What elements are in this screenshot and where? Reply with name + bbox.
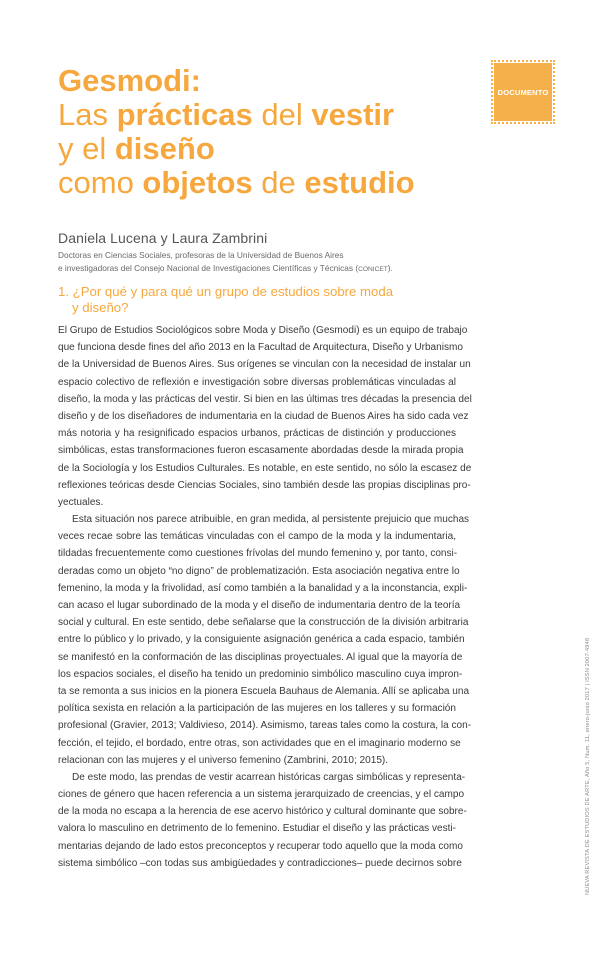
body-line: que funciona desde fines del año 2013 en la Facultad de Arquitectura, Diseño y Urbanismo: [58, 342, 463, 354]
body-line: se manifestó en la conformación de las disciplinas proyectuales. Al igual que la mayoría de: [58, 651, 463, 663]
body-line: de la Sociología y los Estudios Culturales. Es notable, en este sentido, no sólo la escasez de: [58, 462, 472, 474]
section-heading: [58, 284, 418, 316]
body-line: fección, el tejido, el bordado, entre otras, son actividades que en el imaginario moderno se: [58, 737, 461, 749]
body-line: sistema simbólico –con todas sus ambigüedades y contradicciones– puede decirnos sobre: [58, 857, 462, 869]
body-line: tildadas frecuentemente como cuestiones frívolas del mundo femenino y, por tanto, consi-: [58, 548, 458, 560]
body-line: diseño, la moda y las prácticas del vestir. Si bien en las últimas tres décadas la presencia del: [58, 393, 472, 405]
body-line: relacionan con las mujeres y el universo femenino (Zambrini, 2010; 2015).: [58, 754, 389, 766]
body-line: los espacios sociales, el diseño ha tenido un predominio simbólico masculino cuya impron-: [58, 668, 463, 680]
body-line: ciones de género que hacen referencia a un sistema jerarquizado de creencias, y el campo: [58, 789, 465, 801]
body-line: de la Universidad de Buenos Aires. Sus orígenes se vinculan con la necesidad de instalar un: [58, 359, 471, 371]
body-text: [58, 322, 472, 872]
affiliation: [58, 249, 393, 276]
title-line-1: Gesmodi:: [58, 63, 201, 98]
body-line: valora lo masculino en detrimento de lo femenino. Estudiar el diseño y las prácticas vesti-: [58, 823, 456, 835]
body-line: entre lo público y lo privado, y la consiguiente asignación genérica a cada espacio, también: [58, 634, 465, 646]
body-line: veces recae sobre las temáticas vinculadas con el campo de la moda y la indumentaria,: [58, 531, 456, 543]
body-line: ta se remonta a sus inicios en la pionera Escuela Bauhaus de Alemania. Allí se aplicaba una: [58, 685, 470, 697]
body-line: yectuales.: [58, 496, 104, 508]
authors: Daniela Lucena y Laura Zambrini: [58, 230, 268, 246]
body-line: simbólicas, estas transformaciones fueron escasamente abordadas desde la mirada propia: [58, 445, 464, 457]
body-line: reflexiones teóricas desde Ciencias Sociales, sino también desde las propias disciplinas pro-: [58, 479, 471, 491]
body-line: política sexista en relación a la participación de las mujeres en los talleres y su formación: [58, 703, 456, 715]
body-line: social y cultural. En este sentido, debe señalarse que la construcción de la división arbitraria: [58, 617, 469, 629]
body-line: espacio colectivo de reflexión e investigación sobre diversas problemáticas vinculadas al: [58, 376, 456, 388]
body-line: De este modo, las prendas de vestir acarrean históricas cargas simbólicas y representa-: [72, 771, 466, 783]
title-line-2: Las prácticas del vestir: [58, 97, 395, 132]
body-line: mentarias dejando de lado estos preconceptos y recuperar todo aquello que la moda como: [58, 840, 463, 852]
body-line: deradas como un objeto “no digno” de problematización. Esta asociación negativa entre lo: [58, 565, 460, 577]
body-line: diseño y de los diseñadores de indumentaria en la ciudad de Buenos Aires ha sido cada vez: [58, 410, 469, 422]
title-line-4: como objetos de estudio: [58, 165, 415, 200]
affiliation-line-2: e investigadoras del Consejo Nacional de Investigaciones Científicas y Técnicas (CONICET).: [58, 263, 393, 273]
section-heading-line-1: 1. ¿Por qué y para qué un grupo de estudios sobre moda: [58, 284, 394, 299]
title-line-3: y el diseño: [58, 131, 215, 166]
body-line: profesional (Gravier, 2013; Valdivieso, 2014). Asimismo, tareas tales como la costura, la con-: [58, 720, 472, 732]
journal-sidebar: NUEVA REVISTA DE ESTUDIOS DE ARTE, Año 5, Num. 11, enero-junio 2017 | ISSN 2007-4948: [585, 637, 591, 895]
section-heading-line-2: y diseño?: [72, 300, 129, 315]
article-title: [58, 64, 478, 200]
body-line: can acaso el lugar subordinado de la moda y el diseño de indumentaria dentro de la teoría: [58, 600, 461, 611]
body-line: femenino, la moda y la frivolidad, así como también a la banalidad y a la inconstancia, expli-: [58, 582, 468, 594]
affiliation-line-1: Doctoras en Ciencias Sociales, profesoras de la Universidad de Buenos Aires: [58, 250, 344, 260]
body-line: más notoria y ha resignificado espacios urbanos, prácticas de distinción y producciones: [58, 428, 456, 440]
body-line: de la moda no escapa a la herencia de ese acervo histórico y cultural dominante que sobre-: [58, 806, 467, 818]
badge-label: DOCUMENTO: [497, 88, 549, 97]
document-badge: [494, 63, 552, 121]
body-line: Esta situación nos parece atribuible, en gran medida, al persistente prejuicio que muchas: [72, 514, 470, 526]
body-line: El Grupo de Estudios Sociológicos sobre Moda y Diseño (Gesmodi) es un equipo de trabajo: [58, 325, 468, 336]
